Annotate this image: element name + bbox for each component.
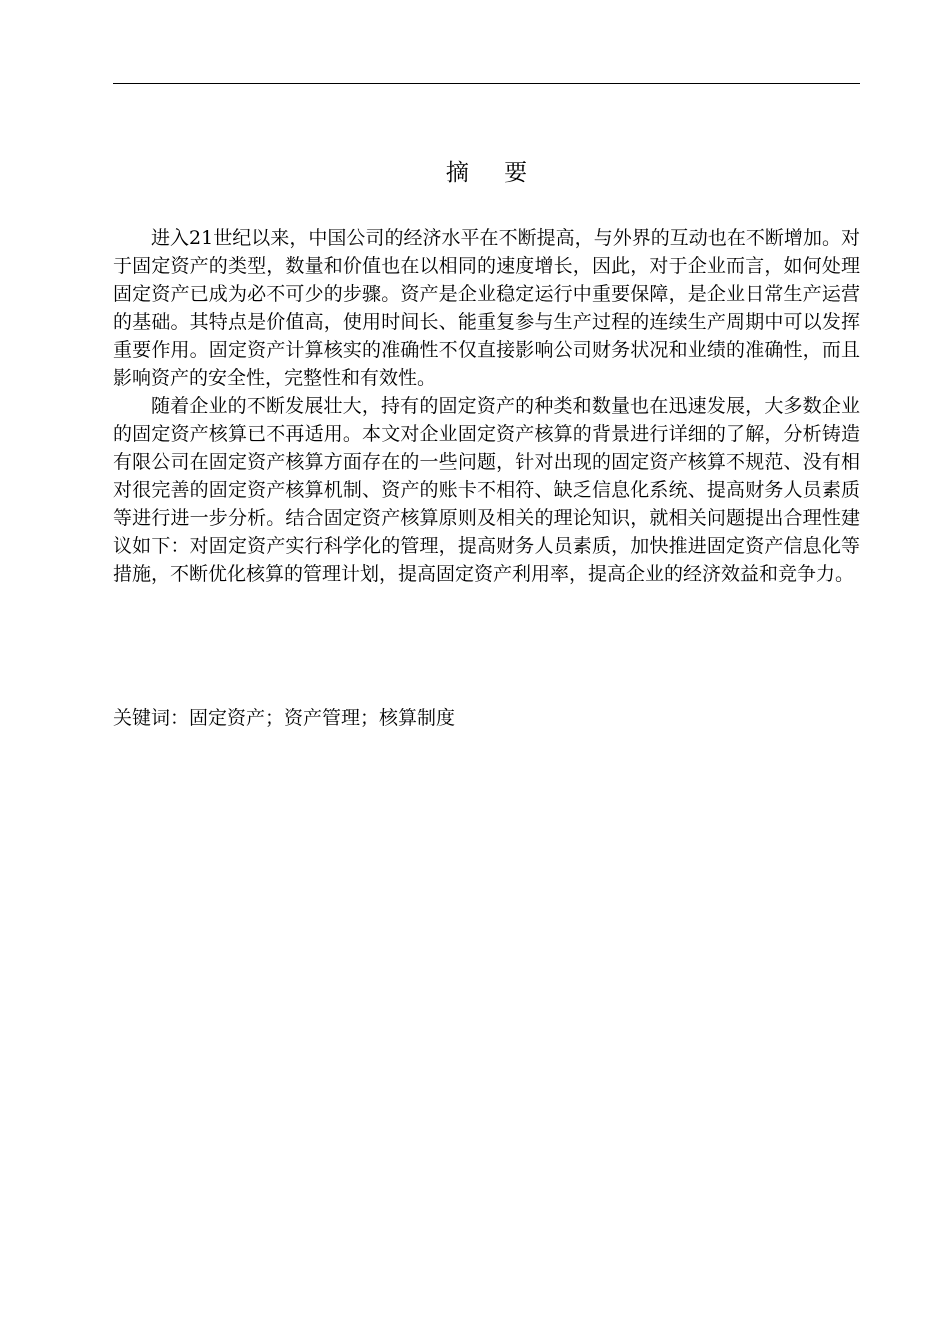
page-title: 摘 要	[445, 160, 542, 186]
abstract-paragraph-1: 进入21世纪以来，中国公司的经济水平在不断提高，与外界的互动也在不断增加。对于固定资产的类型，数量和价值也在以相同的速度增长，因此，对于企业而言，如何处理固定资产已成为必不可少的步骤。资产是企业稳定运行中重要保障，是企业日常生产运营的基础。其特点是价值高，使用时间长、能重复参与生产过程的连续生产周期中可以发挥重要作用。固定资产计算核实的准确性不仅直接影响公司财务状况和业绩的准确性，而且影响资产的安全性，完整性和有效性。	[113, 227, 860, 389]
header-rule	[113, 83, 860, 84]
abstract-paragraph-2: 随着企业的不断发展壮大，持有的固定资产的种类和数量也在迅速发展，大多数企业的固定资产核算已不再适用。本文对企业固定资产核算的背景进行详细的了解，分析铸造有限公司在固定资产核算方面存在的一些问题，针对出现的固定资产核算不规范、没有相对很完善的固定资产核算机制、资产的账卡不相符、缺乏信息化系统、提高财务人员素质等进行进一步分析。结合固定资产核算原则及相关的理论知识，就相关问题提出合理性建议如下：对固定资产实行科学化的管理，提高财务人员素质，加快推进固定资产信息化等措施，不断优化核算的管理计划，提高固定资产利用率，提高企业的经济效益和竞争力。	[113, 395, 860, 585]
keywords-label: 关键词：	[113, 707, 190, 729]
abstract-body	[113, 224, 860, 588]
keywords-line	[113, 704, 860, 732]
keywords-value: 固定资产；资产管理；核算制度	[189, 707, 456, 729]
